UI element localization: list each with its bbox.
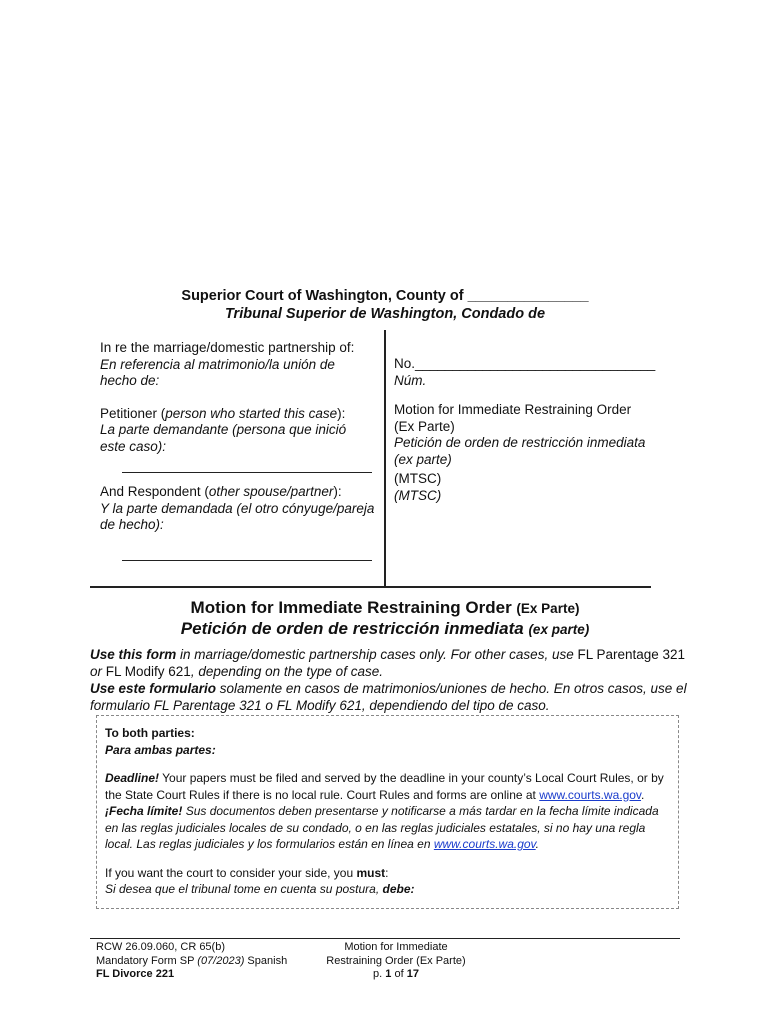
motion-title-en-1: Motion for Immediate Restraining Order <box>394 402 632 417</box>
caption-case-info <box>394 356 674 504</box>
respondent-es: Y la parte demandada (el otro cónyuge/pareja de hecho): <box>100 500 375 532</box>
both-parties-en: To both parties: <box>105 726 195 740</box>
inre-es: En referencia al matrimonio/la unión de hecho de: <box>100 356 335 388</box>
caption-parties <box>100 340 375 455</box>
deadline-es: ¡Fecha límite! Sus documentos deben presentarse y notificarse a más tardar en la fecha límite indicada en las reglas judiciales locales de su condado, o en las reglas judiciales estatales, si no hay una regla local. Las reglas judiciales y los formularios están en línea en www.courts.wa.gov. <box>105 804 659 851</box>
court-name-en: Superior Court of Washington, County of _______________ <box>181 288 589 304</box>
motion-title-en-2: (Ex Parte) <box>394 418 455 434</box>
case-number-en[interactable]: No.________________________________ <box>394 356 656 371</box>
courts-link-es[interactable]: www.courts.wa.gov <box>433 837 536 851</box>
deadline-en: Deadline! Your papers must be filed and served by the deadline in your county’s Local Court Rules, or by the State Court Rules if there is no local rule. Court Rules and forms are online at www.courts.wa.gov. <box>105 771 664 802</box>
courts-link-en[interactable]: www.courts.wa.gov <box>539 787 642 802</box>
both-parties-es: Para ambas partes: <box>105 742 216 757</box>
title-en: Motion for Immediate Restraining Order (Ex Parte) <box>190 598 580 617</box>
motion-title-es-1: Petición de orden de restricción inmediata <box>394 435 646 450</box>
footer-rule <box>90 938 680 939</box>
respondent-signature-line[interactable] <box>122 560 372 561</box>
mtsc-es: (MTSC) <box>394 487 442 503</box>
usage-en: Use this form in marriage/domestic partnership cases only. For other cases, use FL Parentage 321 or FL Modify 621, depending on the type of case. <box>90 647 686 679</box>
respondent-en: And Respondent (other spouse/partner): <box>100 484 342 499</box>
document-title <box>0 598 770 639</box>
motion-title-es-2: (ex parte) <box>394 451 452 467</box>
respondent-block <box>100 484 375 534</box>
consider-en: If you want the court to consider your side, you must: <box>105 865 389 880</box>
usage-es: Use este formulario solamente en casos de matrimonios/uniones de hecho. En otros casos, use el formulario FL Parentage 321 o FL Modify 621, dependiendo del tipo de caso. <box>90 681 687 713</box>
footer-form-id: FL Divorce 221 <box>96 968 175 980</box>
footer-rcw: RCW 26.09.060, CR 65(b) <box>96 941 225 953</box>
court-header <box>0 288 770 322</box>
case-number-es: Núm. <box>394 372 427 388</box>
footer-title-1: Motion for Immediate <box>344 941 448 953</box>
consider-es: Si desea que el tribunal tome en cuenta su postura, debe: <box>105 882 415 896</box>
footer-center <box>316 941 476 982</box>
footer-left <box>96 941 287 982</box>
footer-title-2: Restraining Order (Ex Parte) <box>326 954 466 967</box>
caption-bottom-rule <box>90 586 651 588</box>
petitioner-es: La parte demandante (persona que inició este caso): <box>100 422 347 454</box>
petitioner-signature-line[interactable] <box>122 472 372 473</box>
page-number: p. 1 of 17 <box>373 968 419 980</box>
mtsc-en: (MTSC) <box>394 471 442 486</box>
notice-box <box>96 715 679 909</box>
usage-instructions <box>90 646 690 714</box>
petitioner-en: Petitioner (person who started this case): <box>100 405 346 421</box>
caption-divider <box>384 330 386 587</box>
footer-mandatory: Mandatory Form SP (07/2023) Spanish <box>96 954 288 967</box>
inre-en: In re the marriage/domestic partnership of: <box>100 340 355 355</box>
court-name-es: Tribunal Superior de Washington, Condado de <box>224 306 546 322</box>
title-es: Petición de orden de restricción inmediata (ex parte) <box>180 619 590 638</box>
